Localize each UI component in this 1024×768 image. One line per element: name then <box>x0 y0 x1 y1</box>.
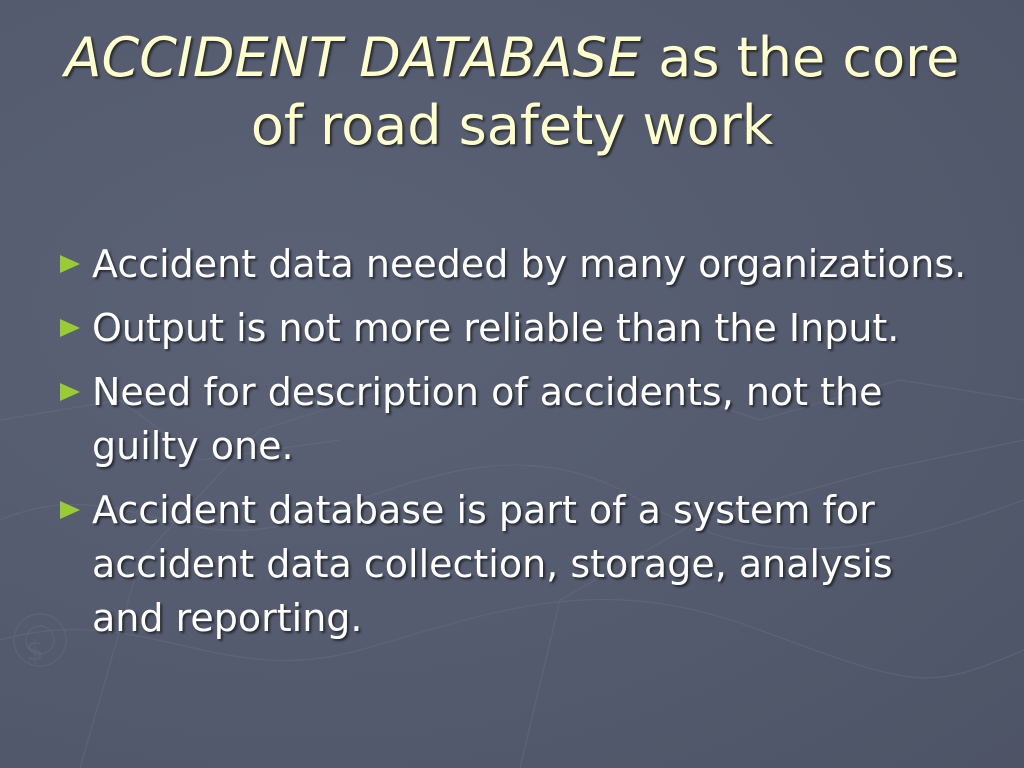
bullet-item <box>58 483 968 645</box>
triangle-right-icon <box>58 483 92 537</box>
bullet-text: Accident data needed by many organizations. <box>92 242 967 286</box>
triangle-right-icon <box>58 365 92 419</box>
slide-title <box>24 24 1000 160</box>
title-line2: of road safety work <box>250 94 774 157</box>
triangle-right-icon <box>58 301 92 355</box>
bullet-item <box>58 365 968 473</box>
title-emphasis: ACCIDENT DATABASE <box>64 26 642 89</box>
bullet-list <box>58 237 968 655</box>
background-glyph: $ <box>26 634 44 667</box>
triangle-right-icon <box>58 237 92 291</box>
bullet-text: Output is not more reliable than the Input. <box>92 306 900 350</box>
bullet-text: Accident database is part of a system for accident data collection, storage, analysis and reporting. <box>92 488 893 640</box>
bullet-text: Need for description of accidents, not the guilty one. <box>92 370 883 468</box>
title-rest-line1: as the core <box>641 26 960 89</box>
bullet-item <box>58 301 968 355</box>
bullet-item <box>58 237 968 291</box>
